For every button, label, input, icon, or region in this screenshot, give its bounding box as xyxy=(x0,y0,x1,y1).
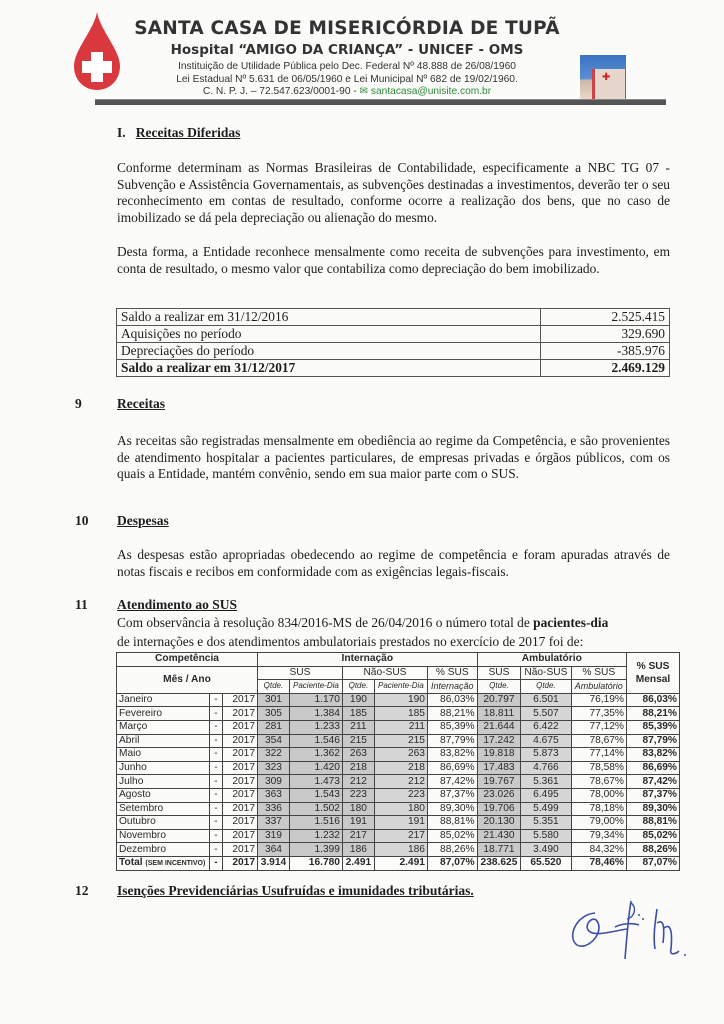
header-qtde: Qtde. xyxy=(477,680,521,694)
cell-mes xyxy=(117,856,210,870)
cell-int-sus-paciente-dia: 1.502 xyxy=(289,802,342,816)
cell-int-sus-paciente-dia: 1.384 xyxy=(289,707,342,721)
header-mes-ano: Mês / Ano xyxy=(117,666,258,693)
cell-int-nao-sus-qtde: 217 xyxy=(342,829,374,843)
cell-dash: - xyxy=(210,788,223,802)
cell-amb-nao-sus-qtde: 5.873 xyxy=(521,748,571,762)
cell-int-nao-sus-qtde: 218 xyxy=(342,761,374,775)
cell-int-nao-sus-paciente-dia: 190 xyxy=(374,693,427,707)
row-value: -385.976 xyxy=(541,343,670,360)
cell-int-sus-paciente-dia: 1.420 xyxy=(289,761,342,775)
cell-amb-sus-qtde: 17.483 xyxy=(477,761,521,775)
table-row xyxy=(117,748,680,762)
header-competencia: Competência xyxy=(117,653,258,667)
section-isencoes-heading xyxy=(117,883,474,899)
cell-pct-sus-mensal: 87,07% xyxy=(627,856,680,870)
cell-ano: 2017 xyxy=(223,707,258,721)
header-int-sus: SUS xyxy=(258,666,343,680)
cell-pct-sus-mensal: 86,69% xyxy=(627,761,680,775)
cell-amb-sus-qtde: 238.625 xyxy=(477,856,521,870)
cell-int-nao-sus-qtde: 215 xyxy=(342,734,374,748)
cell-pct-sus-internacao: 89,30% xyxy=(427,802,477,816)
cell-pct-sus-internacao: 87,07% xyxy=(427,856,477,870)
cell-mes: Junho xyxy=(117,761,210,775)
cell-pct-sus-mensal: 89,30% xyxy=(627,802,680,816)
cell-ano: 2017 xyxy=(223,802,258,816)
header-amb-nao-sus: Não-SUS xyxy=(521,666,571,680)
header-divider xyxy=(95,99,666,105)
blood-drop-cross-logo-icon xyxy=(72,12,122,90)
email-link[interactable]: santacasa@unisite.com.br xyxy=(370,86,492,97)
header-pct-sus-amb: % SUS xyxy=(571,666,627,680)
section-receitas-heading xyxy=(117,396,165,412)
cell-amb-nao-sus-qtde: 65.520 xyxy=(521,856,571,870)
table-row xyxy=(117,693,680,707)
table-row xyxy=(117,829,680,843)
section-title: Receitas Diferidas xyxy=(135,125,241,140)
cell-amb-nao-sus-qtde: 3.490 xyxy=(521,843,571,857)
cell-amb-nao-sus-qtde: 6.422 xyxy=(521,720,571,734)
cell-pct-sus-ambulatorio: 78,46% xyxy=(571,856,627,870)
table-row xyxy=(117,343,670,360)
cell-int-sus-qtde: 309 xyxy=(258,775,290,789)
cell-pct-sus-ambulatorio: 78,00% xyxy=(571,788,627,802)
table-row xyxy=(117,802,680,816)
cell-int-nao-sus-paciente-dia: 217 xyxy=(374,829,427,843)
cell-dash: - xyxy=(210,829,223,843)
sus-table-body xyxy=(117,693,680,870)
cell-int-sus-paciente-dia: 1.473 xyxy=(289,775,342,789)
cell-pct-sus-internacao: 86,69% xyxy=(427,761,477,775)
cell-amb-sus-qtde: 20.797 xyxy=(477,693,521,707)
cell-int-nao-sus-qtde: 180 xyxy=(342,802,374,816)
cell-pct-sus-mensal: 87,79% xyxy=(627,734,680,748)
red-cross-icon: ✚ xyxy=(602,72,611,83)
cell-mes: Outubro xyxy=(117,816,210,830)
header-qtde: Qtde. xyxy=(342,680,374,694)
table-row xyxy=(117,707,680,721)
table-row xyxy=(117,326,670,343)
cell-dash: - xyxy=(210,748,223,762)
cell-pct-sus-mensal: 87,37% xyxy=(627,788,680,802)
cell-pct-sus-internacao: 87,42% xyxy=(427,775,477,789)
section-number: 11 xyxy=(75,597,88,612)
cell-int-sus-paciente-dia: 1.516 xyxy=(289,816,342,830)
cell-int-sus-paciente-dia: 1.362 xyxy=(289,748,342,762)
cell-ano: 2017 xyxy=(223,693,258,707)
cell-amb-sus-qtde: 19.706 xyxy=(477,802,521,816)
row-label: Saldo a realizar em 31/12/2017 xyxy=(117,360,541,377)
table-row xyxy=(117,843,680,857)
cell-dash: - xyxy=(210,843,223,857)
row-value: 2.525.415 xyxy=(541,309,670,326)
receitas-paragraph: As receitas são registradas mensalmente em obediência ao regime da Competência, e são provenientes de atendimento hospitalar a pacientes particulares, de empresas privadas e órgãos públicos, com os quais a Entidade, mantém convênio, sendo em sua maior parte com o SUS. xyxy=(117,433,670,482)
table-row xyxy=(117,816,680,830)
cell-amb-nao-sus-qtde: 4.675 xyxy=(521,734,571,748)
cell-mes: Abril xyxy=(117,734,210,748)
cnpj-text: C. N. P. J. – 72.547.623/0001-90 - xyxy=(202,86,360,97)
cell-pct-sus-mensal: 87,42% xyxy=(627,775,680,789)
section-title: Despesas xyxy=(117,513,169,528)
cell-ano: 2017 xyxy=(223,788,258,802)
cell-int-nao-sus-paciente-dia: 211 xyxy=(374,720,427,734)
cell-int-nao-sus-paciente-dia: 218 xyxy=(374,761,427,775)
letterhead xyxy=(0,0,724,105)
table-row xyxy=(117,734,680,748)
cell-int-sus-qtde: 319 xyxy=(258,829,290,843)
header-law-line: Lei Estadual Nº 5.631 de 06/05/1960 e Lei Municipal Nº 682 de 19/02/1960. xyxy=(176,74,518,85)
cell-int-sus-qtde: 363 xyxy=(258,788,290,802)
cell-int-nao-sus-qtde: 2.491 xyxy=(342,856,374,870)
cell-int-nao-sus-qtde: 263 xyxy=(342,748,374,762)
cell-pct-sus-ambulatorio: 78,58% xyxy=(571,761,627,775)
cell-int-nao-sus-paciente-dia: 191 xyxy=(374,816,427,830)
email-icon: ✉ xyxy=(359,86,371,97)
cell-pct-sus-mensal: 88,81% xyxy=(627,816,680,830)
cell-dash: - xyxy=(210,816,223,830)
cell-int-sus-qtde: 337 xyxy=(258,816,290,830)
cell-int-nao-sus-qtde: 211 xyxy=(342,720,374,734)
section-number: I. xyxy=(117,125,126,140)
saldo-table xyxy=(116,308,670,377)
cell-amb-sus-qtde: 23.026 xyxy=(477,788,521,802)
receitas-diferidas-paragraph-2: Desta forma, a Entidade reconhece mensalmente como receita de subvenções para investimento, em conta de resultado, o mesmo valor que contabiliza como depreciação do bem imobilizado. xyxy=(117,244,670,276)
cell-pct-sus-mensal: 83,82% xyxy=(627,748,680,762)
cell-ano: 2017 xyxy=(223,856,258,870)
cell-int-nao-sus-paciente-dia: 186 xyxy=(374,843,427,857)
cell-amb-sus-qtde: 17.242 xyxy=(477,734,521,748)
cell-pct-sus-ambulatorio: 77,14% xyxy=(571,748,627,762)
cell-amb-sus-qtde: 18.811 xyxy=(477,707,521,721)
cell-pct-sus-internacao: 88,81% xyxy=(427,816,477,830)
cell-ano: 2017 xyxy=(223,829,258,843)
cell-pct-sus-mensal: 86,03% xyxy=(627,693,680,707)
cell-dash: - xyxy=(210,856,223,870)
cell-pct-sus-mensal: 85,02% xyxy=(627,829,680,843)
cell-pct-sus-ambulatorio: 78,67% xyxy=(571,775,627,789)
section-title: Atendimento ao SUS xyxy=(117,597,238,612)
cell-dash: - xyxy=(210,720,223,734)
cell-int-nao-sus-paciente-dia: 180 xyxy=(374,802,427,816)
table-row-total xyxy=(117,360,670,377)
cell-pct-sus-ambulatorio: 84,32% xyxy=(571,843,627,857)
header-paciente-dia: Paciente-Dia xyxy=(289,680,342,694)
header-qtde: Qtde. xyxy=(258,680,290,694)
header-paciente-dia: Paciente-Dia xyxy=(374,680,427,694)
header-amb-sus: SUS xyxy=(477,666,521,680)
cell-pct-sus-ambulatorio: 76,19% xyxy=(571,693,627,707)
cell-mes: Dezembro xyxy=(117,843,210,857)
section-receitas-diferidas-heading xyxy=(117,125,240,141)
cell-int-nao-sus-qtde: 190 xyxy=(342,693,374,707)
header-internacao: Internação xyxy=(258,653,478,667)
cell-ano: 2017 xyxy=(223,816,258,830)
section-sus-heading xyxy=(117,597,237,613)
cell-int-sus-paciente-dia: 1.399 xyxy=(289,843,342,857)
cell-pct-sus-internacao: 88,26% xyxy=(427,843,477,857)
cell-amb-sus-qtde: 21.430 xyxy=(477,829,521,843)
cell-mes: Novembro xyxy=(117,829,210,843)
cell-int-nao-sus-paciente-dia: 212 xyxy=(374,775,427,789)
row-label: Saldo a realizar em 31/12/2016 xyxy=(117,309,541,326)
cell-int-sus-qtde: 322 xyxy=(258,748,290,762)
signature-icon xyxy=(565,893,705,963)
cell-dash: - xyxy=(210,693,223,707)
header-ambulatorio-italic: Ambulatório xyxy=(571,680,627,694)
cell-pct-sus-ambulatorio: 78,67% xyxy=(571,734,627,748)
cell-amb-nao-sus-qtde: 5.351 xyxy=(521,816,571,830)
despesas-paragraph: As despesas estão apropriadas obedecendo ao regime de competência e foram apuradas através de notas fiscais e recibos em conformidade com as exigências legais-fiscais. xyxy=(117,547,670,579)
receitas-diferidas-paragraph-1: Conforme determinam as Normas Brasileiras de Contabilidade, especificamente a NBC TG 07 - Subvenção e Assistência Governamentais, as subvenções destinadas a investimentos, deverão ter o seu reconhecimento em contas de resultado, conforme ocorre a realização dos bens, que no caso de imobilizado se dá pela depreciação ou alienação do mesmo. xyxy=(117,160,670,225)
cell-mes: Maio xyxy=(117,748,210,762)
header-ambulatorio: Ambulatório xyxy=(477,653,626,667)
hospital-building-photo xyxy=(580,55,626,99)
cell-ano: 2017 xyxy=(223,775,258,789)
cell-amb-nao-sus-qtde: 5.499 xyxy=(521,802,571,816)
cell-int-sus-qtde: 364 xyxy=(258,843,290,857)
cell-int-sus-qtde: 305 xyxy=(258,707,290,721)
header-int-nao-sus: Não-SUS xyxy=(342,666,427,680)
cell-pct-sus-ambulatorio: 77,12% xyxy=(571,720,627,734)
cell-int-sus-paciente-dia: 16.780 xyxy=(289,856,342,870)
total-label: Total xyxy=(119,856,143,868)
cell-pct-sus-internacao: 85,39% xyxy=(427,720,477,734)
row-label: Aquisições no período xyxy=(117,326,541,343)
cell-amb-nao-sus-qtde: 4.766 xyxy=(521,761,571,775)
total-label-note: (SEM INCENTIVO) xyxy=(145,859,206,867)
header-cnpj-line xyxy=(122,86,572,97)
cell-mes: Setembro xyxy=(117,802,210,816)
cell-pct-sus-internacao: 88,21% xyxy=(427,707,477,721)
cell-int-sus-qtde: 323 xyxy=(258,761,290,775)
cell-pct-sus-internacao: 87,37% xyxy=(427,788,477,802)
cell-pct-sus-internacao: 86,03% xyxy=(427,693,477,707)
cell-int-nao-sus-paciente-dia: 263 xyxy=(374,748,427,762)
cell-int-sus-paciente-dia: 1.170 xyxy=(289,693,342,707)
table-header-row xyxy=(117,653,680,667)
cell-int-nao-sus-paciente-dia: 223 xyxy=(374,788,427,802)
cell-int-sus-paciente-dia: 1.233 xyxy=(289,720,342,734)
cell-mes: Fevereiro xyxy=(117,707,210,721)
cell-pct-sus-ambulatorio: 78,18% xyxy=(571,802,627,816)
cell-dash: - xyxy=(210,802,223,816)
cell-pct-sus-internacao: 87,79% xyxy=(427,734,477,748)
sus-paragraph-text: Com observância à resolução 834/2016-MS de 26/04/2016 o número total de xyxy=(117,615,534,630)
cell-pct-sus-mensal: 88,21% xyxy=(627,707,680,721)
cell-pct-sus-mensal: 88,26% xyxy=(627,843,680,857)
header-pct-sus-mensal: % SUS Mensal xyxy=(627,653,680,694)
cell-int-sus-qtde: 336 xyxy=(258,802,290,816)
header-internacao-italic: Internação xyxy=(427,680,477,694)
cell-pct-sus-mensal: 85,39% xyxy=(627,720,680,734)
table-row xyxy=(117,775,680,789)
cell-int-sus-qtde: 281 xyxy=(258,720,290,734)
cell-dash: - xyxy=(210,775,223,789)
cell-int-nao-sus-paciente-dia: 215 xyxy=(374,734,427,748)
cell-amb-nao-sus-qtde: 6.495 xyxy=(521,788,571,802)
cell-pct-sus-ambulatorio: 79,00% xyxy=(571,816,627,830)
cell-int-nao-sus-qtde: 191 xyxy=(342,816,374,830)
cell-int-sus-paciente-dia: 1.543 xyxy=(289,788,342,802)
header-decree-line: Instituição de Utilidade Pública pelo Dec. Federal Nº 48.888 de 26/08/1960 xyxy=(178,61,516,72)
cell-int-nao-sus-paciente-dia: 2.491 xyxy=(374,856,427,870)
cell-dash: - xyxy=(210,761,223,775)
cell-amb-sus-qtde: 18.771 xyxy=(477,843,521,857)
cell-mes: Julho xyxy=(117,775,210,789)
cell-ano: 2017 xyxy=(223,748,258,762)
cell-ano: 2017 xyxy=(223,761,258,775)
table-row xyxy=(117,761,680,775)
section-number: 9 xyxy=(75,396,82,411)
cell-ano: 2017 xyxy=(223,734,258,748)
cell-int-nao-sus-qtde: 185 xyxy=(342,707,374,721)
table-row xyxy=(117,788,680,802)
table-row xyxy=(117,720,680,734)
cell-int-sus-qtde: 301 xyxy=(258,693,290,707)
sus-paragraph xyxy=(117,613,670,651)
cell-amb-sus-qtde: 21.644 xyxy=(477,720,521,734)
cell-dash: - xyxy=(210,734,223,748)
cell-amb-nao-sus-qtde: 6.501 xyxy=(521,693,571,707)
cell-dash: - xyxy=(210,707,223,721)
section-number: 12 xyxy=(75,883,89,898)
row-label: Depreciações do período xyxy=(117,343,541,360)
cell-amb-nao-sus-qtde: 5.361 xyxy=(521,775,571,789)
cell-int-nao-sus-qtde: 212 xyxy=(342,775,374,789)
table-row xyxy=(117,309,670,326)
row-value: 329.690 xyxy=(541,326,670,343)
header-pct-sus-int: % SUS xyxy=(427,666,477,680)
cell-int-nao-sus-paciente-dia: 185 xyxy=(374,707,427,721)
table-header-row xyxy=(117,666,680,680)
header-qtde: Qtde. xyxy=(521,680,571,694)
cell-mes: Janeiro xyxy=(117,693,210,707)
cell-int-sus-paciente-dia: 1.546 xyxy=(289,734,342,748)
hospital-subtitle: Hospital “AMIGO DA CRIANÇA” - UNICEF - OMS xyxy=(170,42,524,58)
cell-pct-sus-ambulatorio: 79,34% xyxy=(571,829,627,843)
section-despesas-heading xyxy=(117,513,169,529)
cell-int-sus-paciente-dia: 1.232 xyxy=(289,829,342,843)
cell-pct-sus-internacao: 83,82% xyxy=(427,748,477,762)
section-title: Isenções Previdenciárias Usufruídas e imunidades tributárias. xyxy=(117,883,474,898)
hospital-name: SANTA CASA DE MISERICÓRDIA DE TUPÃ xyxy=(134,18,560,39)
sus-paragraph-bold: pacientes-dia xyxy=(533,615,609,630)
row-value: 2.469.129 xyxy=(541,360,670,377)
cell-amb-sus-qtde: 19.767 xyxy=(477,775,521,789)
section-title: Receitas xyxy=(117,396,165,411)
table-row-total xyxy=(117,856,680,870)
cell-int-sus-qtde: 3.914 xyxy=(258,856,290,870)
cell-ano: 2017 xyxy=(223,720,258,734)
cell-int-nao-sus-qtde: 223 xyxy=(342,788,374,802)
cell-amb-sus-qtde: 19.818 xyxy=(477,748,521,762)
cell-pct-sus-ambulatorio: 77,35% xyxy=(571,707,627,721)
cell-amb-nao-sus-qtde: 5.507 xyxy=(521,707,571,721)
section-number: 10 xyxy=(75,513,89,528)
cell-int-nao-sus-qtde: 186 xyxy=(342,843,374,857)
cell-ano: 2017 xyxy=(223,843,258,857)
cell-pct-sus-internacao: 85,02% xyxy=(427,829,477,843)
cell-amb-nao-sus-qtde: 5.580 xyxy=(521,829,571,843)
cell-int-sus-qtde: 354 xyxy=(258,734,290,748)
sus-attendance-table xyxy=(116,652,680,871)
cell-mes: Agosto xyxy=(117,788,210,802)
cell-mes: Março xyxy=(117,720,210,734)
cell-amb-sus-qtde: 20.130 xyxy=(477,816,521,830)
sus-paragraph-text-2: de internações e dos atendimentos ambulatoriais prestados no exercício de 2017 foi de: xyxy=(117,634,584,649)
